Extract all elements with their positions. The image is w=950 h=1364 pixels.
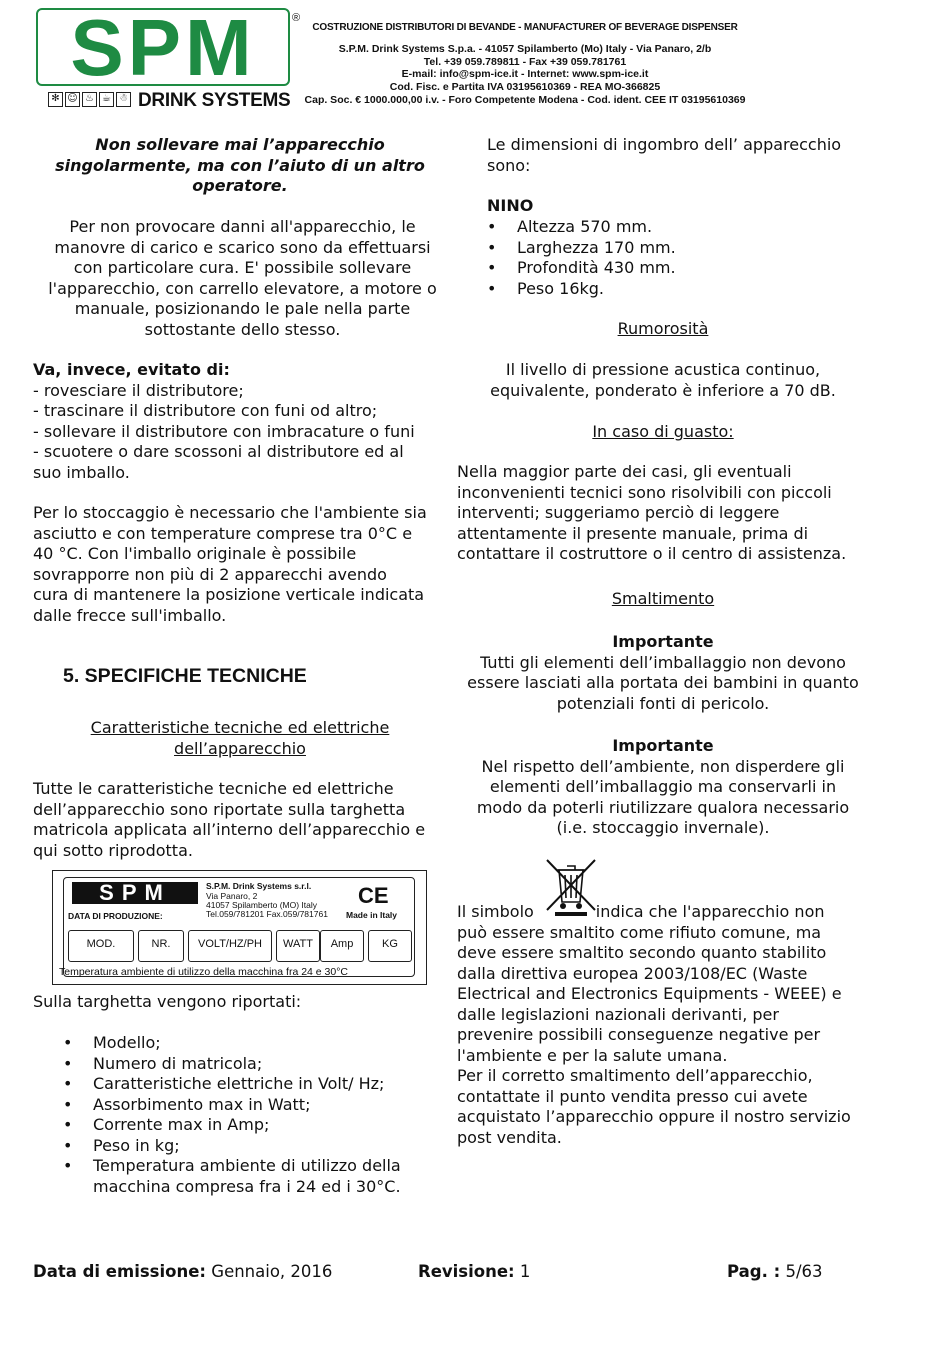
text-line: inconvenienti tecnici sono risolvibili con piccoli: [457, 482, 832, 502]
page-label: Pag. :: [727, 1262, 781, 1281]
text-line: manovre di carico e scarico sono da effettuarsi: [54, 237, 431, 257]
text-line: manuale, posizionando le pale nella parte: [74, 299, 411, 318]
text-line: attentamente il presente manuale, prima di: [457, 523, 809, 543]
text-line: Il livello di pressione acustica continuo,: [505, 360, 821, 379]
fault-title: In caso di guasto:: [592, 422, 734, 441]
important-title: Importante: [612, 632, 714, 651]
important-title: Importante: [612, 736, 714, 755]
text-line: contattare il costruttore o il centro di assistenza.: [457, 544, 847, 563]
text-line: prevenire possibili conseguenze negative per: [457, 1025, 821, 1044]
symbol-text-before: Il simbolo: [457, 902, 534, 921]
text-line: (i.e. stoccaggio invernale).: [556, 818, 770, 837]
text-line: contattate il punto vendita presso cui avete: [457, 1086, 808, 1106]
plate-phone: Tel.059/781201 Fax.059/781761: [206, 909, 328, 919]
rating-plate: [52, 870, 427, 985]
page-value: 5/63: [785, 1262, 823, 1281]
rating-plate-frame: [63, 877, 415, 977]
revision: [418, 1262, 530, 1282]
company-info: [300, 22, 750, 107]
hot-drink-icon: ♨: [82, 92, 97, 107]
text-line: sovrapporre non più di 2 apparecchi avendo: [33, 564, 387, 584]
avoid-block: [33, 360, 458, 483]
text-line: potenziali fonti di pericolo.: [556, 693, 770, 713]
list-item: • Peso 16kg.: [487, 279, 877, 300]
text-line: Tutti gli elementi dell’imballaggio non devono: [480, 652, 846, 672]
text-line: equivalente, ponderato è inferiore a 70 dB.: [490, 380, 836, 400]
text-line: Per il corretto smaltimento dell’apparecchio,: [457, 1066, 813, 1085]
symbol-text-after: indica che l'apparecchio non: [595, 902, 825, 921]
avoid-title: Va, invece, evitato di:: [33, 360, 230, 379]
plate-field: Amp: [320, 930, 364, 962]
text-line: Electrical and Electronics Equipments - WEEE) e: [457, 984, 842, 1003]
ce-mark: CE: [358, 883, 389, 908]
list-item: • Assorbimento max in Watt;: [33, 1095, 458, 1116]
model-name: NINO: [487, 196, 534, 215]
text-line: elementi dell’imballaggio ma conservarli in: [489, 777, 837, 796]
revision-value: 1: [519, 1262, 531, 1281]
plate-field: WATT: [276, 930, 320, 962]
text-line: l'apparecchio, con carrello elevatore, a motore o: [48, 278, 437, 298]
company-line: S.P.M. Drink Systems S.p.a. - 41057 Spilamberto (Mo) Italy - Via Panaro, 2/b: [338, 42, 712, 55]
list-item: • Temperatura ambiente di utilizzo della macchina compresa fra i 24 ed i 30°C.: [33, 1156, 423, 1197]
text-line: - scuotere o dare scossoni al distributore ed al: [33, 442, 404, 461]
text-line: con particolare cura. E' possibile sollevare: [73, 258, 412, 277]
list-item: • Altezza 570 mm.: [487, 217, 877, 238]
text-line: può essere smaltito come rifiuto comune, ma: [457, 922, 822, 942]
important-block-1: [455, 632, 871, 714]
text-line: sottostante dello stesso.: [144, 319, 341, 339]
plate-temperature: Temperatura ambiente di utilizzo della macchina fra 24 e 30°C: [59, 966, 349, 978]
disposal-title: Smaltimento: [611, 589, 715, 608]
plate-field: KG: [368, 930, 412, 962]
text-line: dell’apparecchio sono riportate sulla targhetta: [33, 799, 406, 819]
text-line: [457, 902, 877, 923]
plate-address: Via Panaro, 2: [206, 891, 258, 901]
text-line: Nella maggior parte dei casi, gli eventuali: [457, 462, 792, 481]
text-line: dell’apparecchio: [174, 738, 306, 758]
cup-icon: ☕: [99, 92, 114, 107]
registered-mark: ®: [292, 12, 301, 24]
snowman-icon: ☃: [116, 92, 131, 107]
text-line: Tutte le caratteristiche tecniche ed elettriche: [33, 779, 394, 798]
plate-list: [33, 1033, 458, 1197]
text-line: dalla direttiva europea 2003/108/EC (Waste: [457, 963, 808, 983]
snowflake-icon: ✻: [48, 92, 63, 107]
list-item: • Corrente max in Amp;: [33, 1115, 458, 1136]
production-date-label: DATA DI PRODUZIONE:: [68, 911, 163, 921]
text-line: post vendita.: [457, 1127, 562, 1147]
plate-list-intro: Sulla targhetta vengono riportati:: [33, 992, 302, 1011]
text-line: suo imballo.: [33, 462, 130, 482]
logo-text: SPM: [70, 3, 256, 92]
text-line: matricola applicata all’interno dell’apparecchio e: [33, 820, 426, 839]
page-number: [727, 1262, 823, 1282]
dimensions-intro: Le dimensioni di ingombro dell’ apparecchio sono:: [487, 135, 842, 175]
text-line: cura di mantenere la posizione verticale indicata: [33, 585, 425, 604]
noise-title: Rumorosità: [617, 319, 709, 338]
weee-paragraph: [457, 902, 877, 1148]
plate-fields: [68, 930, 416, 962]
noise-paragraph: [458, 360, 868, 401]
list-item: • Larghezza 170 mm.: [487, 238, 877, 259]
plate-field: VOLT/HZ/PH: [188, 930, 272, 962]
text-line: Per lo stoccaggio è necessario che l'ambiente sia: [33, 503, 427, 522]
text-line: deve essere smaltito secondo quanto stabilito: [457, 943, 827, 962]
company-line: Cap. Soc. € 1000.000,00 i.v. - Foro Competente Modena - Cod. ident. CEE IT 03195610369: [304, 93, 746, 106]
revision-label: Revisione:: [418, 1262, 515, 1281]
text-line: dalle frecce sull'imballo.: [33, 605, 227, 625]
logo-icons: [48, 92, 131, 107]
specs-subtitle: [30, 718, 450, 759]
section-title: 5. SPECIFICHE TECNICHE: [63, 665, 307, 687]
issue-date-label: Data di emissione:: [33, 1262, 207, 1281]
plate-company: S.P.M. Drink Systems s.r.l.: [206, 881, 312, 891]
company-line: Tel. +39 059.789811 - Fax +39 059.781761: [423, 55, 627, 68]
list-item: • Caratteristiche elettriche in Volt/ Hz;: [33, 1074, 458, 1095]
text-line: qui sotto riprodotta.: [33, 840, 193, 860]
text-line: l'ambiente e per la salute umana.: [457, 1045, 728, 1065]
lifting-paragraph: [30, 217, 455, 340]
text-line: Nel rispetto dell’ambiente, non disperdere gli: [481, 756, 845, 776]
dimensions-list: [487, 217, 877, 299]
issue-date-value: Gennaio, 2016: [211, 1262, 333, 1281]
list-item: • Numero di matricola;: [33, 1054, 458, 1075]
text-line: - rovesciare il distributore;: [33, 380, 244, 400]
important-block-2: [455, 736, 871, 839]
plate-logo: SPM: [72, 882, 198, 904]
text-line: Per non provocare danni all'apparecchio, le: [69, 217, 416, 236]
plate-field: MOD.: [68, 930, 134, 962]
logo-subtitle: DRINK SYSTEMS: [138, 90, 291, 111]
list-item: • Modello;: [33, 1033, 458, 1054]
fault-paragraph: [457, 462, 877, 565]
text-line: Caratteristiche tecniche ed elettriche: [90, 718, 390, 737]
spm-logo: [36, 3, 290, 92]
text-line: acquistato l’apparecchio oppure il nostro servizio: [457, 1107, 851, 1126]
text-line: 40 °C. Con l'imballo originale è possibile: [33, 544, 357, 563]
plate-intro: [33, 779, 458, 861]
warning-text: Non sollevare mai l’apparecchio singolarmente, ma con l’aiuto di un altro operatore.: [55, 135, 425, 195]
text-line: asciutto e con temperature comprese tra 0°C e: [33, 523, 413, 543]
company-tagline: COSTRUZIONE DISTRIBUTORI DI BEVANDE - MANUFACTURER OF BEVERAGE DISPENSER: [312, 22, 738, 33]
text-line: essere lasciati alla portata dei bambini in quanto: [467, 673, 859, 692]
list-item: • Peso in kg;: [33, 1136, 458, 1157]
plate-address: 41057 Spilamberto (MO) Italy: [206, 900, 318, 910]
text-line: modo da poterli riutilizzare qualora necessario: [476, 797, 850, 817]
storage-paragraph: [33, 503, 458, 626]
company-line: Cod. Fisc. e Partita IVA 03195610369 - REA MO-366825: [389, 81, 661, 94]
company-line: E-mail: info@spm-ice.it - Internet: www.spm-ice.it: [401, 68, 649, 81]
face-icon: ☺: [65, 92, 80, 107]
text-line: dalle legislazioni nazionali derivanti, per: [457, 1004, 779, 1024]
text-line: interventi; suggeriamo perciò di leggere: [457, 503, 780, 522]
issue-date: [33, 1262, 332, 1282]
list-item: • Profondità 430 mm.: [487, 258, 877, 279]
text-line: - trascinare il distributore con funi od altro;: [33, 401, 378, 420]
text-line: - sollevare il distributore con imbracature o funi: [33, 421, 415, 441]
plate-field: NR.: [138, 930, 184, 962]
made-in-italy: Made in Italy: [346, 910, 398, 920]
